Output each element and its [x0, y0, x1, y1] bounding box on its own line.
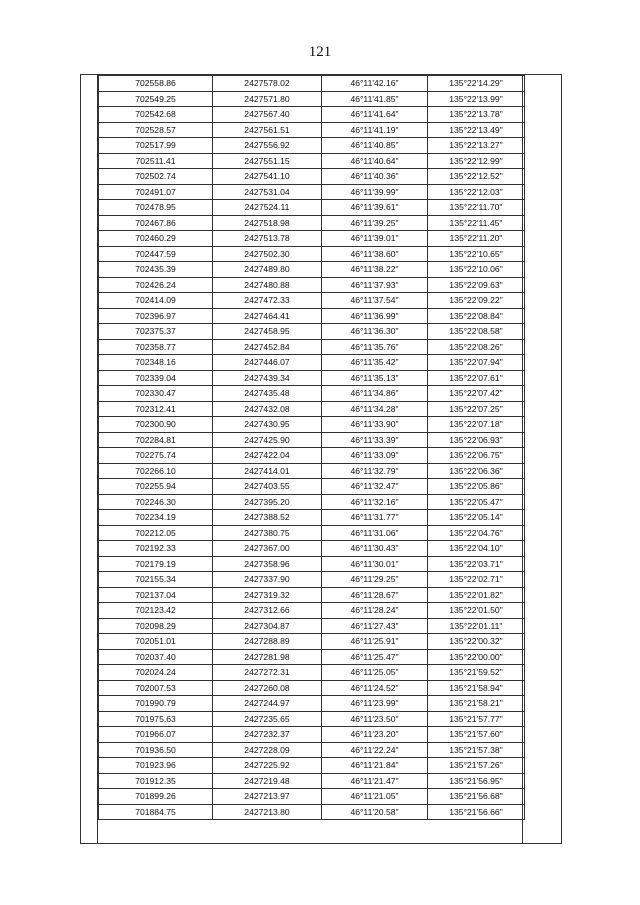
table-row	[99, 463, 525, 479]
latitude-cell: 46°11'41.64"	[322, 107, 428, 123]
y-coordinate-cell: 2427403.55	[213, 479, 322, 495]
x-coordinate-cell: 702511.41	[99, 153, 213, 169]
y-coordinate-cell: 2427435.48	[213, 386, 322, 402]
longitude-cell: 135°22'06.75"	[428, 448, 525, 464]
x-coordinate-cell: 702300.90	[99, 417, 213, 433]
latitude-cell: 46°11'30.43"	[322, 541, 428, 557]
x-coordinate-cell: 701912.35	[99, 773, 213, 789]
y-coordinate-cell: 2427446.07	[213, 355, 322, 371]
latitude-cell: 46°11'24.52"	[322, 680, 428, 696]
longitude-cell: 135°22'01.50"	[428, 603, 525, 619]
latitude-cell: 46°11'27.43"	[322, 618, 428, 634]
table-row	[99, 618, 525, 634]
table-row	[99, 138, 525, 154]
longitude-cell: 135°22'12.99"	[428, 153, 525, 169]
latitude-cell: 46°11'32.47"	[322, 479, 428, 495]
y-coordinate-cell: 2427432.08	[213, 401, 322, 417]
y-coordinate-cell: 2427452.84	[213, 339, 322, 355]
table-row	[99, 153, 525, 169]
table-row	[99, 494, 525, 510]
x-coordinate-cell: 702414.09	[99, 293, 213, 309]
x-coordinate-cell: 701923.96	[99, 758, 213, 774]
y-coordinate-cell: 2427219.48	[213, 773, 322, 789]
table-row	[99, 758, 525, 774]
x-coordinate-cell: 702558.86	[99, 76, 213, 92]
latitude-cell: 46°11'37.93"	[322, 277, 428, 293]
y-coordinate-cell: 2427551.15	[213, 153, 322, 169]
table-row	[99, 789, 525, 805]
longitude-cell: 135°22'02.71"	[428, 572, 525, 588]
y-coordinate-cell: 2427272.31	[213, 665, 322, 681]
table-row	[99, 169, 525, 185]
blank-right-column	[522, 75, 561, 843]
blank-left-column	[81, 75, 98, 843]
table-row	[99, 200, 525, 216]
latitude-cell: 46°11'36.30"	[322, 324, 428, 340]
longitude-cell: 135°22'12.52"	[428, 169, 525, 185]
table-row	[99, 479, 525, 495]
table-row	[99, 324, 525, 340]
y-coordinate-cell: 2427567.40	[213, 107, 322, 123]
longitude-cell: 135°21'59.52"	[428, 665, 525, 681]
coordinates-table-body	[99, 76, 525, 820]
table-row	[99, 649, 525, 665]
y-coordinate-cell: 2427513.78	[213, 231, 322, 247]
y-coordinate-cell: 2427541.10	[213, 169, 322, 185]
table-row	[99, 262, 525, 278]
longitude-cell: 135°22'04.10"	[428, 541, 525, 557]
x-coordinate-cell: 702266.10	[99, 463, 213, 479]
table-row	[99, 432, 525, 448]
longitude-cell: 135°22'04.76"	[428, 525, 525, 541]
longitude-cell: 135°22'13.99"	[428, 91, 525, 107]
latitude-cell: 46°11'34.28"	[322, 401, 428, 417]
latitude-cell: 46°11'25.05"	[322, 665, 428, 681]
x-coordinate-cell: 702330.47	[99, 386, 213, 402]
table-row	[99, 308, 525, 324]
longitude-cell: 135°22'07.18"	[428, 417, 525, 433]
y-coordinate-cell: 2427489.80	[213, 262, 322, 278]
x-coordinate-cell: 702426.24	[99, 277, 213, 293]
longitude-cell: 135°22'11.70"	[428, 200, 525, 216]
longitude-cell: 135°21'56.68"	[428, 789, 525, 805]
longitude-cell: 135°22'05.86"	[428, 479, 525, 495]
longitude-cell: 135°21'58.21"	[428, 696, 525, 712]
longitude-cell: 135°22'00.00"	[428, 649, 525, 665]
x-coordinate-cell: 702375.37	[99, 324, 213, 340]
x-coordinate-cell: 702284.81	[99, 432, 213, 448]
latitude-cell: 46°11'33.09"	[322, 448, 428, 464]
latitude-cell: 46°11'28.24"	[322, 603, 428, 619]
y-coordinate-cell: 2427472.33	[213, 293, 322, 309]
x-coordinate-cell: 702212.05	[99, 525, 213, 541]
longitude-cell: 135°21'58.94"	[428, 680, 525, 696]
latitude-cell: 46°11'22.24"	[322, 742, 428, 758]
x-coordinate-cell: 702246.30	[99, 494, 213, 510]
table-row	[99, 665, 525, 681]
x-coordinate-cell: 702275.74	[99, 448, 213, 464]
longitude-cell: 135°21'57.77"	[428, 711, 525, 727]
x-coordinate-cell: 702542.68	[99, 107, 213, 123]
longitude-cell: 135°22'08.58"	[428, 324, 525, 340]
longitude-cell: 135°22'05.14"	[428, 510, 525, 526]
latitude-cell: 46°11'31.77"	[322, 510, 428, 526]
y-coordinate-cell: 2427337.90	[213, 572, 322, 588]
table-row	[99, 107, 525, 123]
y-coordinate-cell: 2427480.88	[213, 277, 322, 293]
x-coordinate-cell: 702098.29	[99, 618, 213, 634]
latitude-cell: 46°11'20.58"	[322, 804, 428, 820]
longitude-cell: 135°22'01.11"	[428, 618, 525, 634]
x-coordinate-cell: 702467.86	[99, 215, 213, 231]
latitude-cell: 46°11'35.13"	[322, 370, 428, 386]
y-coordinate-cell: 2427531.04	[213, 184, 322, 200]
table-row	[99, 231, 525, 247]
latitude-cell: 46°11'42.16"	[322, 76, 428, 92]
y-coordinate-cell: 2427288.89	[213, 634, 322, 650]
latitude-cell: 46°11'23.99"	[322, 696, 428, 712]
table-row	[99, 293, 525, 309]
longitude-cell: 135°22'07.94"	[428, 355, 525, 371]
x-coordinate-cell: 702517.99	[99, 138, 213, 154]
x-coordinate-cell: 702549.25	[99, 91, 213, 107]
y-coordinate-cell: 2427380.75	[213, 525, 322, 541]
y-coordinate-cell: 2427225.92	[213, 758, 322, 774]
x-coordinate-cell: 702037.40	[99, 649, 213, 665]
latitude-cell: 46°11'35.76"	[322, 339, 428, 355]
longitude-cell: 135°22'11.20"	[428, 231, 525, 247]
table-row	[99, 587, 525, 603]
latitude-cell: 46°11'38.22"	[322, 262, 428, 278]
table-row	[99, 215, 525, 231]
table-row	[99, 370, 525, 386]
latitude-cell: 46°11'40.64"	[322, 153, 428, 169]
table-row	[99, 727, 525, 743]
latitude-cell: 46°11'39.99"	[322, 184, 428, 200]
x-coordinate-cell: 702051.01	[99, 634, 213, 650]
latitude-cell: 46°11'29.25"	[322, 572, 428, 588]
latitude-cell: 46°11'40.36"	[322, 169, 428, 185]
longitude-cell: 135°22'08.84"	[428, 308, 525, 324]
longitude-cell: 135°21'57.26"	[428, 758, 525, 774]
latitude-cell: 46°11'32.16"	[322, 494, 428, 510]
x-coordinate-cell: 701936.50	[99, 742, 213, 758]
y-coordinate-cell: 2427502.30	[213, 246, 322, 262]
x-coordinate-cell: 702348.16	[99, 355, 213, 371]
y-coordinate-cell: 2427319.32	[213, 587, 322, 603]
table-row	[99, 680, 525, 696]
y-coordinate-cell: 2427235.65	[213, 711, 322, 727]
longitude-cell: 135°21'57.38"	[428, 742, 525, 758]
y-coordinate-cell: 2427578.02	[213, 76, 322, 92]
latitude-cell: 46°11'38.60"	[322, 246, 428, 262]
latitude-cell: 46°11'25.91"	[322, 634, 428, 650]
table-row	[99, 804, 525, 820]
latitude-cell: 46°11'37.54"	[322, 293, 428, 309]
x-coordinate-cell: 702137.04	[99, 587, 213, 603]
latitude-cell: 46°11'40.85"	[322, 138, 428, 154]
x-coordinate-cell: 701899.26	[99, 789, 213, 805]
longitude-cell: 135°22'13.78"	[428, 107, 525, 123]
x-coordinate-cell: 702447.59	[99, 246, 213, 262]
x-coordinate-cell: 702123.42	[99, 603, 213, 619]
latitude-cell: 46°11'28.67"	[322, 587, 428, 603]
longitude-cell: 135°22'05.47"	[428, 494, 525, 510]
longitude-cell: 135°22'14.29"	[428, 76, 525, 92]
latitude-cell: 46°11'33.39"	[322, 432, 428, 448]
y-coordinate-cell: 2427260.08	[213, 680, 322, 696]
x-coordinate-cell: 701990.79	[99, 696, 213, 712]
coordinates-table	[98, 75, 525, 820]
latitude-cell: 46°11'36.99"	[322, 308, 428, 324]
x-coordinate-cell: 702024.24	[99, 665, 213, 681]
table-row	[99, 91, 525, 107]
y-coordinate-cell: 2427439.34	[213, 370, 322, 386]
x-coordinate-cell: 702528.57	[99, 122, 213, 138]
table-row	[99, 246, 525, 262]
latitude-cell: 46°11'34.86"	[322, 386, 428, 402]
table-row	[99, 277, 525, 293]
latitude-cell: 46°11'39.01"	[322, 231, 428, 247]
longitude-cell: 135°22'11.45"	[428, 215, 525, 231]
y-coordinate-cell: 2427571.80	[213, 91, 322, 107]
y-coordinate-cell: 2427561.51	[213, 122, 322, 138]
longitude-cell: 135°22'07.61"	[428, 370, 525, 386]
longitude-cell: 135°22'12.03"	[428, 184, 525, 200]
table-row	[99, 401, 525, 417]
table-row	[99, 556, 525, 572]
longitude-cell: 135°21'56.66"	[428, 804, 525, 820]
table-row	[99, 711, 525, 727]
y-coordinate-cell: 2427367.00	[213, 541, 322, 557]
y-coordinate-cell: 2427244.97	[213, 696, 322, 712]
longitude-cell: 135°22'13.27"	[428, 138, 525, 154]
y-coordinate-cell: 2427213.80	[213, 804, 322, 820]
coordinates-table-frame	[80, 74, 562, 844]
y-coordinate-cell: 2427232.37	[213, 727, 322, 743]
x-coordinate-cell: 702312.41	[99, 401, 213, 417]
page-number: 121	[308, 44, 332, 60]
latitude-cell: 46°11'30.01"	[322, 556, 428, 572]
y-coordinate-cell: 2427524.11	[213, 200, 322, 216]
longitude-cell: 135°22'07.42"	[428, 386, 525, 402]
x-coordinate-cell: 702460.29	[99, 231, 213, 247]
longitude-cell: 135°22'08.26"	[428, 339, 525, 355]
latitude-cell: 46°11'21.47"	[322, 773, 428, 789]
latitude-cell: 46°11'39.25"	[322, 215, 428, 231]
x-coordinate-cell: 702478.95	[99, 200, 213, 216]
table-row	[99, 355, 525, 371]
y-coordinate-cell: 2427556.92	[213, 138, 322, 154]
longitude-cell: 135°22'09.22"	[428, 293, 525, 309]
latitude-cell: 46°11'23.20"	[322, 727, 428, 743]
y-coordinate-cell: 2427422.04	[213, 448, 322, 464]
longitude-cell: 135°22'10.65"	[428, 246, 525, 262]
x-coordinate-cell: 702007.53	[99, 680, 213, 696]
table-row	[99, 122, 525, 138]
table-row	[99, 339, 525, 355]
longitude-cell: 135°22'07.25"	[428, 401, 525, 417]
x-coordinate-cell: 702192.33	[99, 541, 213, 557]
latitude-cell: 46°11'25.47"	[322, 649, 428, 665]
y-coordinate-cell: 2427312.66	[213, 603, 322, 619]
y-coordinate-cell: 2427358.96	[213, 556, 322, 572]
table-row	[99, 510, 525, 526]
table-row	[99, 696, 525, 712]
y-coordinate-cell: 2427213.97	[213, 789, 322, 805]
x-coordinate-cell: 702435.39	[99, 262, 213, 278]
latitude-cell: 46°11'41.85"	[322, 91, 428, 107]
latitude-cell: 46°11'33.90"	[322, 417, 428, 433]
y-coordinate-cell: 2427304.87	[213, 618, 322, 634]
table-row	[99, 634, 525, 650]
table-row	[99, 603, 525, 619]
table-row	[99, 572, 525, 588]
table-row	[99, 184, 525, 200]
y-coordinate-cell: 2427414.01	[213, 463, 322, 479]
latitude-cell: 46°11'21.84"	[322, 758, 428, 774]
table-row	[99, 386, 525, 402]
x-coordinate-cell: 702339.04	[99, 370, 213, 386]
y-coordinate-cell: 2427430.95	[213, 417, 322, 433]
longitude-cell: 135°22'06.93"	[428, 432, 525, 448]
longitude-cell: 135°22'06.36"	[428, 463, 525, 479]
y-coordinate-cell: 2427281.98	[213, 649, 322, 665]
y-coordinate-cell: 2427388.52	[213, 510, 322, 526]
y-coordinate-cell: 2427425.90	[213, 432, 322, 448]
table-row	[99, 448, 525, 464]
longitude-cell: 135°21'56.95"	[428, 773, 525, 789]
x-coordinate-cell: 702234.19	[99, 510, 213, 526]
latitude-cell: 46°11'41.19"	[322, 122, 428, 138]
longitude-cell: 135°22'13.49"	[428, 122, 525, 138]
x-coordinate-cell: 702502.74	[99, 169, 213, 185]
table-row	[99, 773, 525, 789]
latitude-cell: 46°11'35.42"	[322, 355, 428, 371]
y-coordinate-cell: 2427518.98	[213, 215, 322, 231]
longitude-cell: 135°22'01.82"	[428, 587, 525, 603]
latitude-cell: 46°11'39.61"	[322, 200, 428, 216]
longitude-cell: 135°21'57.60"	[428, 727, 525, 743]
x-coordinate-cell: 702396.97	[99, 308, 213, 324]
table-row	[99, 417, 525, 433]
x-coordinate-cell: 702358.77	[99, 339, 213, 355]
y-coordinate-cell: 2427228.09	[213, 742, 322, 758]
y-coordinate-cell: 2427464.41	[213, 308, 322, 324]
table-row	[99, 76, 525, 92]
y-coordinate-cell: 2427458.95	[213, 324, 322, 340]
latitude-cell: 46°11'21.05"	[322, 789, 428, 805]
x-coordinate-cell: 702491.07	[99, 184, 213, 200]
latitude-cell: 46°11'32.79"	[322, 463, 428, 479]
longitude-cell: 135°22'10.06"	[428, 262, 525, 278]
table-row	[99, 541, 525, 557]
latitude-cell: 46°11'31.06"	[322, 525, 428, 541]
x-coordinate-cell: 701884.75	[99, 804, 213, 820]
x-coordinate-cell: 701975.63	[99, 711, 213, 727]
longitude-cell: 135°22'09.63"	[428, 277, 525, 293]
x-coordinate-cell: 702255.94	[99, 479, 213, 495]
latitude-cell: 46°11'23.50"	[322, 711, 428, 727]
longitude-cell: 135°22'00.32"	[428, 634, 525, 650]
table-row	[99, 742, 525, 758]
x-coordinate-cell: 701966.07	[99, 727, 213, 743]
y-coordinate-cell: 2427395.20	[213, 494, 322, 510]
x-coordinate-cell: 702155.34	[99, 572, 213, 588]
table-row	[99, 525, 525, 541]
x-coordinate-cell: 702179.19	[99, 556, 213, 572]
longitude-cell: 135°22'03.71"	[428, 556, 525, 572]
